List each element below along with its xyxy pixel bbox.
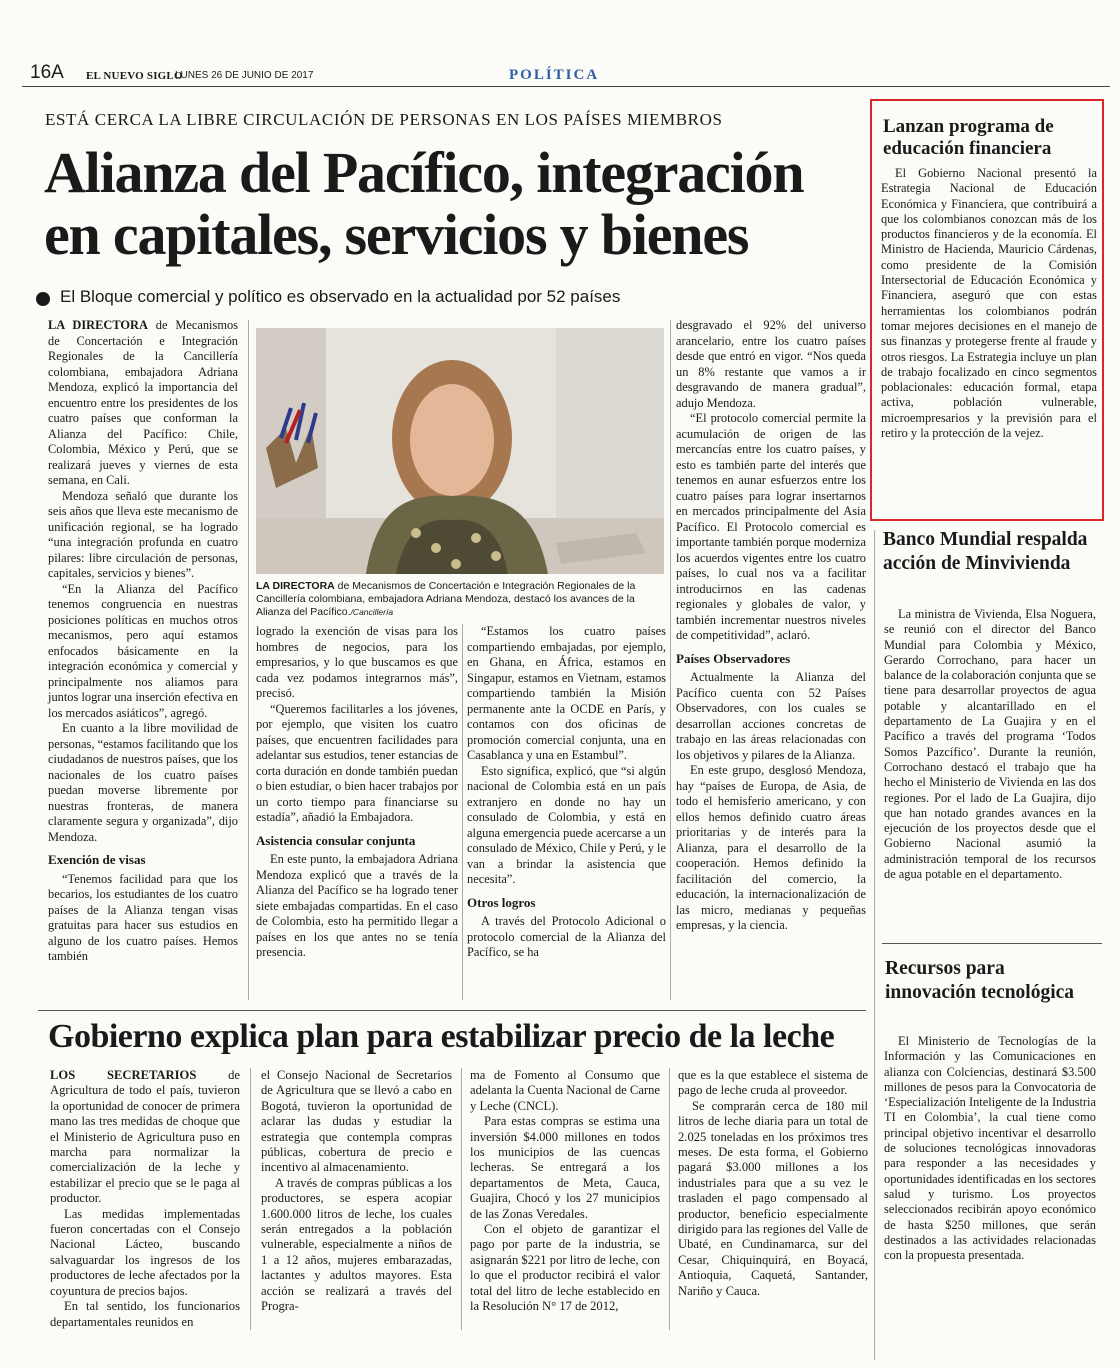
sidebar-body-financial-education: [881, 166, 1097, 441]
paragraph: El Ministerio de Tecnologías de la Información y las Comunicaciones en alianza con Colciencias, destinará $3.500 millones de pesos para la Convocatoria de ‘Especialización Inteligente de la Industria TI en Colombia’, la cual tiene como principal objetivo incentivar el desarrollo de soluciones tecnológicas innovadoras para responder a las necesidades y oportunidades identificadas en los sectores salud y turismo. Los proyectos seleccionados recibirán apoyo económico de hasta $250 millones, que serán destinados a las actividades relacionadas con la propuesta presentada.: [884, 1034, 1096, 1263]
newspaper-name: EL NUEVO SIGLO: [86, 70, 183, 82]
paragraph: Las medidas implementadas fueron concertadas con el Consejo Nacional Lácteo, buscando salvaguardar los ingresos de los productores de leche afectados por la coyuntura de precios bajos.: [50, 1206, 240, 1298]
second-article-column-2: [261, 1068, 452, 1315]
paragraph: “El protocolo comercial permite la acumulación de origen de las mercancías entre los cuatro países, y esto es también parte del interés que tenemos en aunar esfuerzos entre los cuatro países para lograr insertarnos en mercados principalmente del Asia Pacífico. El Protocolo comercial es importante también porque moderniza los acuerdos vigentes entre los cuatro países, lo cual nos va a facilitar introducirnos en las cadenas regionales y globales de valor, y también incrementar nuestros niveles de competitividad”, aclaró.: [676, 411, 866, 642]
paragraph: La ministra de Vivienda, Elsa Noguera, se reunió con el director del Banco Mundial para Colombia y México, Gerardo Corrochano, para hacer un balance de la colaboración conjunta que se tiene para desarrollar proyectos de agua potable y alcantarillado en el departamento de La Guajira y en el Pacífico a través del programa ‘Todos Somos Pazcífico’. Durante la reunión, Corrochano destacó el trabajo que ha hecho el Ministerio de Vivienda en las dos regiones. Por el lado de La Guajira, dijo que han notado grandes avances en la ejecución de los proyectos desde que el Gobierno Nacional asumió la administración temporal de los recursos de agua potable en el departamento.: [884, 607, 1096, 882]
paragraph: logrado la exención de visas para los hombres de negocios, para los empresarios, y lo que buscamos es que cada vez podamos integrarnos más”, precisó.: [256, 624, 458, 700]
paragraph: que es la que establece el sistema de pago de leche cruda al proveedor.: [678, 1068, 868, 1098]
second-article-column-1: [50, 1068, 240, 1330]
paragraph: A través de compras públicas a los productores, se espera acopiar 1.600.000 litros de leche, los cuales serán entregados a la población vulnerable, especialmente a niños de 1 a 12 años, mujeres embarazadas, lactantes y adultos mayores. Esta acción se realizará a través del Progra-: [261, 1175, 452, 1314]
paragraph: Esto significa, explicó, que “si algún nacional de Colombia está en un país extranjero en donde no hay un consulado de Colombia, y está en alguna emergencia puede acercarse a un consulado de México, Chile y Perú, y le van a brindar la asistencia que necesita”.: [467, 763, 666, 886]
second-article-column-3: [470, 1068, 660, 1315]
paragraph: En este grupo, desglosó Mendoza, hay “países de Europa, de Asia, de todo el hemisferio americano, y con ellos hemos definido cuatro áreas prioritarias y de interés para la Alianza, para el desarrollo de la cooperación. Hemos definido la facilitación del comercio, la educación, la internacionalización de las micro, medianas y pequeñas empresas, y la ciencia.: [676, 763, 866, 932]
paragraph-text: de Mecanismos de Concertación e Integración Regionales de la Cancillería colombiana, embajadora Adriana Mendoza, explicó la importancia del encuentro entre los presidentes de los cuatro países que conforman la Alianza del Pacífico: Chile, Colombia, México y Perú, que se realizará jueves y viernes de esta semana, en Cali.: [48, 318, 238, 487]
paragraph: Para estas compras se estima una inversión $4.000 millones en todos los municipios de las cuencas lecheras. Se entregará a los departamentos de Meta, Cauca, Guajira, Chocó y los 27 municipios de las Zonas Veredales.: [470, 1114, 660, 1221]
sidebar-separator: [882, 943, 1102, 944]
article-column-2: [256, 624, 458, 961]
paragraph: En tal sentido, los funcionarios departamentales reunidos en: [50, 1299, 240, 1329]
article-column-1: [48, 318, 238, 965]
paragraph: el Consejo Nacional de Secretarios de Agricultura que se llevó a cabo en Bogotá, tuvieron la oportunidad de aclarar las dudas y estudiar la estrategia que contempla compras públicas, cobertura de precio e incentivo al almacenamiento.: [261, 1068, 452, 1175]
article-column-3: [467, 624, 666, 961]
paragraph: “En la Alianza del Pacífico tenemos congruencia en nuestras posiciones políticas en muchos otros mecanismos, pero aquí estamos enfocados básicamente en la integración económica y comercial y principalmente nos aliamos para juntos lograr una inserción efectiva en los mercados asiáticos”, agregó.: [48, 581, 238, 720]
paragraph: [48, 318, 238, 489]
photo-credit: /Cancillería: [350, 607, 394, 617]
bullet-icon: [36, 292, 50, 306]
lead-in: LA DIRECTORA: [48, 318, 148, 332]
paragraph: En cuanto a la libre movilidad de personas, “estamos facilitando que los ciudadanos de nuestros países, que los nacionales de los cuatro países puedan moverse libremente por nuestras fronteras, de manera claramente segura y organizada”, dijo Mendoza.: [48, 721, 238, 844]
column-divider: [462, 624, 463, 1000]
article-photo: [256, 328, 664, 574]
sidebar-body-world-bank: [884, 607, 1096, 882]
paragraph: [50, 1068, 240, 1207]
article-column-4: [676, 318, 866, 934]
paragraph: Actualmente la Alianza del Pacífico cuenta con 52 Países Observadores, con los cuales se desarrollan acciones concretas de trabajo en las áreas relacionadas con los objetivos y pilares de la Alianza.: [676, 670, 866, 762]
paragraph: A través del Protocolo Adicional o protocolo comercial de la Alianza del Pacífico, se ha: [467, 914, 666, 959]
column-divider: [248, 320, 249, 1000]
paragraph: “Estamos los cuatro países compartiendo embajadas, por ejemplo, en Ghana, en África, estamos en Singapur, estamos en Vietnam, estamos compartiendo también la Misión permanente ante la OCDE en París, y contamos con dos oficinas de promoción comercial conjunta, una en Casablanca y una en Estambul”.: [467, 624, 666, 762]
paragraph: Se comprarán cerca de 180 mil litros de leche diaria para un total de 2.025 toneladas en los próximos tres meses. De esta forma, el Gobierno pagará $3.000 millones a los industriales para que a su vez le trasladen el pago compensado al productor, beneficio especialmente dirigido para las regiones del Valle de Ubaté, en Cundinamarca, sur del Cesar, Chiquinquirá, en Boyacá, Antioquia, Caquetá, Santander, Nariño y Cauca.: [678, 1098, 869, 1298]
column-divider: [670, 320, 671, 1000]
paragraph: “Tenemos facilidad para que los becarios, los estudiantes de los cuatro países de la Alianza tengan visas gratuitas para hacer sus estudios en alguno de los cuatro países. Hemos también: [48, 871, 238, 963]
page-number: 16A: [30, 62, 64, 83]
article-subhead: El Bloque comercial y político es observado en la actualidad por 52 países: [60, 287, 621, 306]
paragraph: En este punto, la embajadora Adriana Mendoza explicó que a través de la Alianza del Pacífico se ha logrado tener siete embajadas compartidas. En el caso de Colombia, esto ha permitido llegar a países en los que antes no se tenía presencia.: [256, 852, 458, 959]
article-kicker: ESTÁ CERCA LA LIBRE CIRCULACIÓN DE PERSONAS EN LOS PAÍSES MIEMBROS: [45, 110, 723, 129]
column-divider: [250, 1068, 251, 1330]
caption-text: de Mecanismos de Concertación e Integración Regionales de la Cancillería colombiana, embajadora Adriana Mendoza, destacó los avances de la Alianza del Pacífico.: [256, 580, 636, 618]
paragraph: Mendoza señaló que durante los seis años que lleva este mecanismo de unificación regional, se ha logrado “una integración profunda en cuatro pilares: libre circulación de personas, capitales, servicios y bienes”.: [48, 488, 238, 580]
second-article-column-4: [678, 1068, 868, 1299]
column-divider: [461, 1068, 462, 1330]
paragraph: “Queremos facilitarles a los jóvenes, por ejemplo, que visiten los cuatro países, que encuentren facilidades para adelantar sus estudios, tener estancias de corta duración en donde también puedan o bien estudiar, o bien hacer trabajos por un corto tiempo para financiarse su estadía”, añadió la Embajadora.: [256, 701, 458, 824]
sidebar-title-tech-innovation: Recursos para innovación tecnológica: [885, 958, 1075, 1003]
paragraph: desgravado el 92% del universo arancelario, entre los cuatro países desde que entró en vigor. “Nos queda un 8% restante que vamos a ir desgravando de manera gradual”, adujo Mendoza.: [676, 318, 866, 410]
headline-line-2: en capitales, servicios y bienes: [44, 202, 749, 267]
subheading-observers: Países Observadores: [676, 650, 791, 666]
lead-in: LOS SECRETARIOS: [50, 1068, 197, 1082]
article-headline: [44, 142, 864, 266]
sidebar-body-tech-innovation: [884, 1034, 1096, 1263]
section-label: POLÍTICA: [509, 67, 600, 83]
article-separator: [38, 1010, 866, 1011]
sidebar-title-financial-education: Lanzan programa de educación financiera: [883, 116, 1054, 159]
sidebar-title-world-bank: Banco Mundial respalda acción de Minvivienda: [883, 529, 1088, 574]
header-rule: [22, 86, 1110, 87]
paragraph: ma de Fomento al Consumo que adelanta la Cuenta Nacional de Carne y Leche (CNCL).: [470, 1068, 660, 1113]
subheading-visas: Exención de visas: [48, 852, 146, 867]
paragraph-text: de Agricultura de todo el país, tuvieron la oportunidad de conocer de primera mano las tres medidas de choque que el Ministerio de Agricultura puso en marcha para normalizar la comercialización de la leche y estabilizar el precio que se le paga al productor.: [50, 1068, 240, 1206]
subheading-other-achievements: Otros logros: [467, 894, 536, 910]
column-divider: [669, 1068, 670, 1330]
photo-caption: [256, 580, 664, 619]
caption-lead: LA DIRECTORA: [256, 580, 335, 592]
headline-line-1: Alianza del Pacífico, integración: [44, 140, 804, 205]
paragraph: El Gobierno Nacional presentó la Estrategia Nacional de Educación Económica y Financiera, que contribuirá a que los colombianos conozcan más de los productos financieros y de la economía. El Ministro de Hacienda, Mauricio Cárdenas, como presidente de la Comisión Intersectorial de Educación Económica y Financiera, aseguró que con estas herramientas los colombianos podrán tomar mejores decisiones en el manejo de sus finanzas y protegerse frente al fraude y otros riesgos. La Estrategia incluye un plan de trabajo focalizado en cinco segmentos poblacionales: educación formal, etapa activa, población vulnerable, microempresarios y la previsión para el retiro y la protección de la vejez.: [881, 166, 1097, 441]
issue-date: LUNES 26 DE JUNIO DE 2017: [175, 70, 314, 81]
photo-portrait-icon: [256, 328, 664, 574]
subheading-consular: Asistencia consular conjunta: [256, 832, 416, 848]
column-divider: [874, 530, 875, 1360]
paragraph: Con el objeto de garantizar el pago por parte de la industria, se asignarán $221 por litro de leche, con lo que el productor recibirá el valor total del litro de leche establecido en la Resolución N° 17 de 2012,: [470, 1222, 660, 1314]
second-article-headline: Gobierno explica plan para estabilizar precio de la leche: [48, 1018, 835, 1055]
